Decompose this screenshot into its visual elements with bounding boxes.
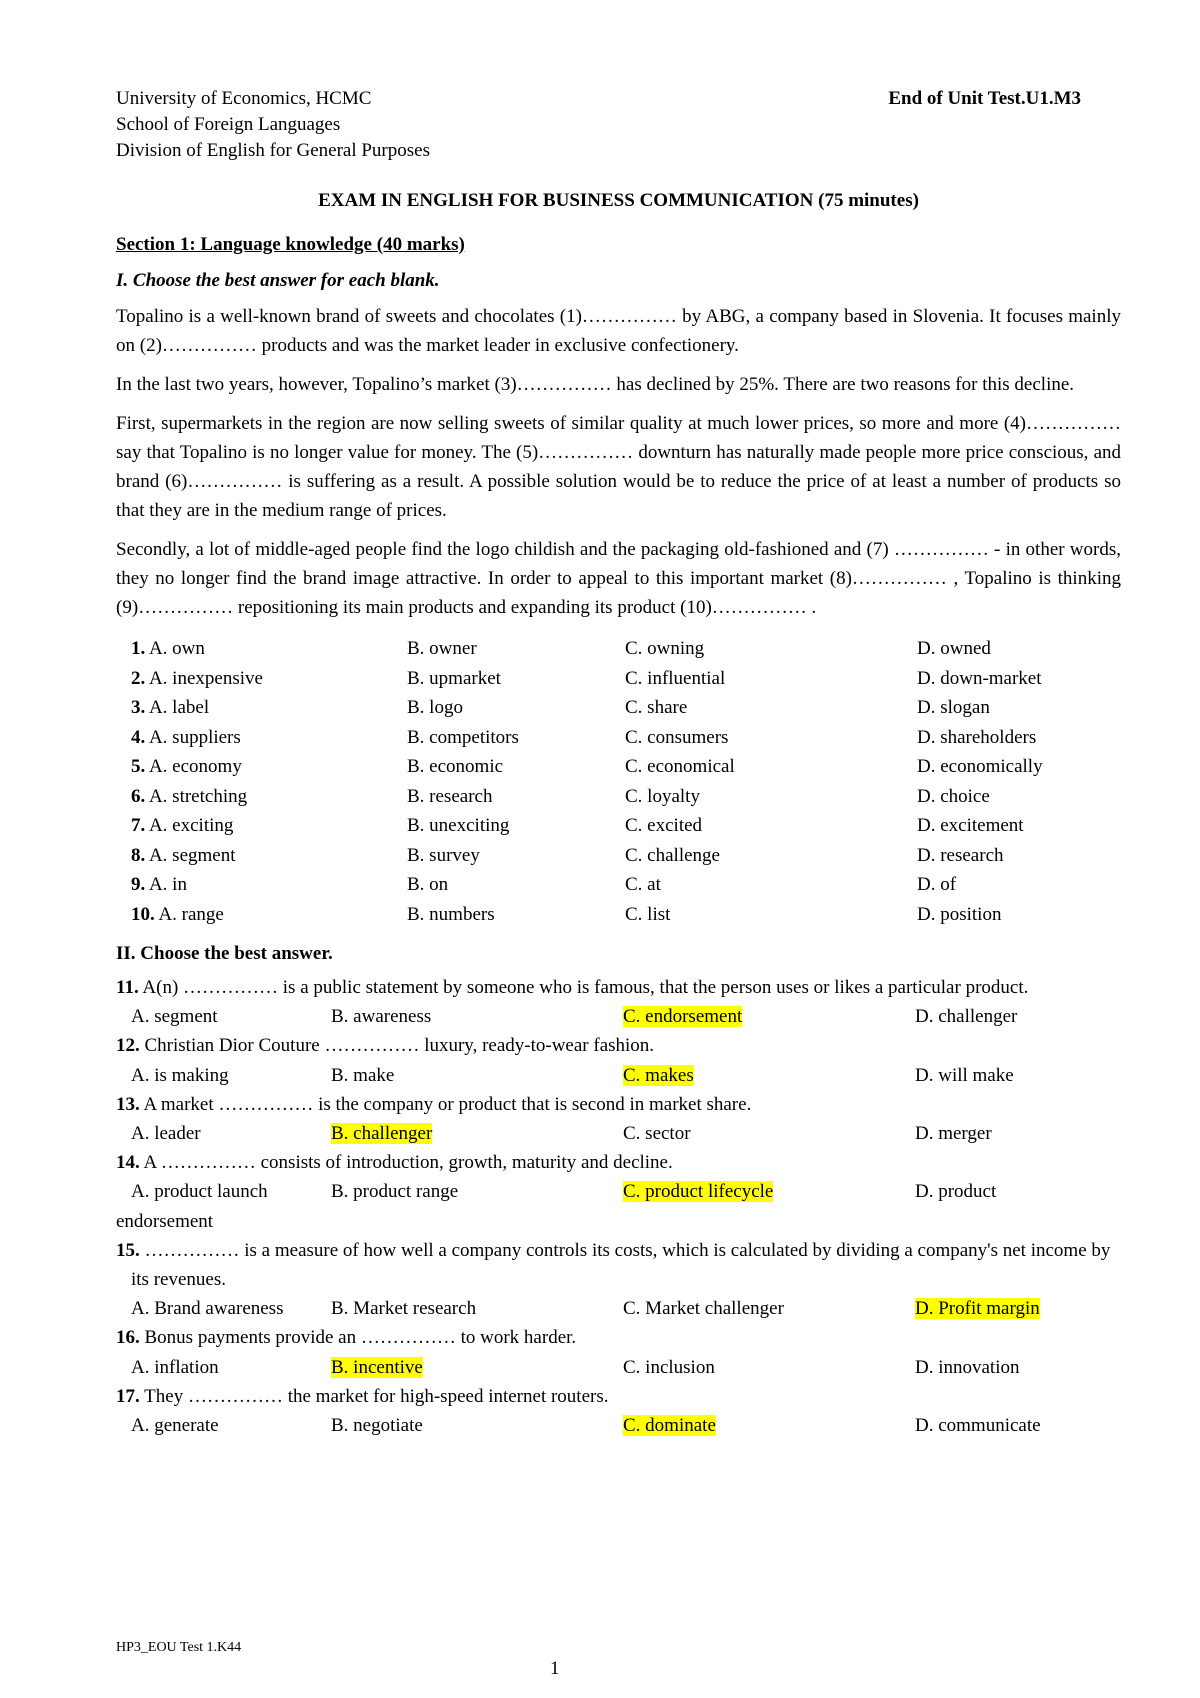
question-number: 13.: [116, 1093, 140, 1115]
question-number: 14.: [116, 1152, 140, 1174]
passage-paragraph: In the last two years, however, Topalino’s market (3)…………… has declined by 25%. There are two reasons for this decline.: [116, 374, 1075, 395]
option-c: C. economical: [625, 756, 735, 777]
option-a-text: A. segment: [148, 844, 236, 866]
option-c: [623, 1119, 915, 1148]
option-c-text: C. endorsement: [623, 1006, 743, 1028]
exam-title: EXAM IN ENGLISH FOR BUSINESS COMMUNICATION (75 minutes): [318, 190, 919, 211]
option-d: D. economically: [917, 756, 1043, 777]
option-d-text: D. challenger: [915, 1006, 1018, 1028]
option-b-text: B. Market research: [331, 1298, 477, 1320]
option-c: C. challenge: [625, 844, 720, 866]
option-d: D. owned: [917, 638, 991, 659]
option-c: [623, 1061, 915, 1090]
option-b: B. owner: [407, 638, 477, 659]
option-a-text: A. segment: [131, 1006, 218, 1028]
option-b: [331, 1119, 623, 1148]
option-b-text: B. awareness: [331, 1006, 432, 1028]
option-c: [623, 1177, 915, 1206]
answer-options: [116, 1119, 1121, 1148]
option-c: C. owning: [625, 638, 705, 659]
option-d: D. of: [917, 874, 957, 895]
option-a: [131, 664, 407, 694]
option-a: [131, 870, 407, 900]
question-text: A(n) …………… is a public statement by someone who is famous, that the person uses or likes a particular product.: [142, 977, 1029, 998]
question-list-part2: [116, 973, 1121, 1440]
option-d-text: D. innovation: [915, 1356, 1020, 1378]
question-number: 7.: [131, 815, 146, 836]
option-d: D. down-market: [917, 667, 1042, 689]
option-b: B. upmarket: [407, 667, 501, 689]
option-c: [623, 1353, 915, 1382]
option-c-text: C. inclusion: [623, 1356, 715, 1378]
answer-options: [116, 1177, 1121, 1206]
option-a-text: A. economy: [148, 756, 242, 777]
question-row: [116, 664, 1121, 694]
question-list-part1: [116, 634, 1121, 929]
question-row: [116, 900, 1121, 930]
option-a-text: A. own: [148, 638, 205, 659]
option-a-text: A. in: [148, 874, 187, 895]
option-c: C. at: [625, 874, 661, 895]
option-a: [131, 1119, 331, 1148]
option-d: D. excitement: [917, 815, 1024, 836]
option-a: [131, 1411, 331, 1440]
option-d-text: D. product: [915, 1181, 997, 1203]
option-c: C. share: [625, 697, 688, 718]
question-number: 10.: [131, 903, 155, 925]
answer-options: [116, 1061, 1121, 1090]
question-row: [116, 723, 1121, 753]
option-a: [131, 782, 407, 812]
exam-page: [116, 86, 1121, 1440]
option-a: [131, 1177, 331, 1206]
option-a: [131, 1061, 331, 1090]
option-b: [331, 1294, 623, 1323]
option-d-text: D. communicate: [915, 1415, 1041, 1437]
option-c: C. excited: [625, 815, 703, 836]
question-row: [116, 811, 1121, 841]
part2-title: II. Choose the best answer.: [116, 943, 333, 964]
option-c-text: C. product lifecycle: [623, 1181, 774, 1203]
option-c: [623, 1411, 915, 1440]
option-b: B. logo: [407, 697, 463, 718]
option-b: [331, 1411, 623, 1440]
option-c-text: C. makes: [623, 1064, 694, 1086]
passage-paragraph: Secondly, a lot of middle-aged people find the logo childish and the packaging old-fashioned and (7) …………… - in other words, they no longer find the brand image attractive. In order to appeal to this important market (8)…………… , Topalino is thinking (9)…………… repositioning its main products and expanding its product (10)…………… .: [116, 539, 1121, 618]
footer-code: HP3_EOU Test 1.K44: [116, 1640, 242, 1655]
option-b: B. economic: [407, 756, 504, 777]
option-b-text: B. incentive: [331, 1356, 423, 1378]
option-b: [331, 1353, 623, 1382]
answer-options: [116, 1002, 1121, 1031]
option-a: [131, 841, 407, 871]
question-stem: [116, 1090, 1121, 1119]
option-b: B. unexciting: [407, 815, 510, 836]
option-a: [131, 634, 407, 664]
question-number: 5.: [131, 756, 146, 777]
option-d-continuation: endorsement: [116, 1210, 214, 1232]
option-d-text: D. Profit margin: [915, 1298, 1040, 1320]
question-number: 8.: [131, 844, 146, 866]
option-a-text: A. label: [148, 697, 210, 718]
option-a-text: A. stretching: [148, 785, 248, 807]
option-a: [131, 752, 407, 782]
option-b: B. research: [407, 785, 493, 807]
question-number: 2.: [131, 667, 146, 689]
answer-options: [116, 1411, 1121, 1440]
option-d-text: D. will make: [915, 1064, 1014, 1086]
passage-paragraph: Topalino is a well-known brand of sweets and chocolates (1)…………… by ABG, a company based in Slovenia. It focuses mainly on (2)…………… products and was the market leader in exclusive confectionery.: [116, 306, 1121, 356]
option-b-text: B. make: [331, 1064, 395, 1086]
option-a-text: A. suppliers: [148, 726, 241, 748]
page-number: 1: [550, 1658, 560, 1679]
option-a: [131, 723, 407, 753]
option-b: [331, 1177, 623, 1206]
option-a: [131, 1002, 331, 1031]
question-row: [116, 782, 1121, 812]
question-number: 4.: [131, 726, 146, 748]
question-stem: [116, 1382, 1121, 1411]
option-d: [915, 1002, 1115, 1031]
option-a-text: A. inexpensive: [148, 667, 263, 689]
document-header: [116, 86, 1121, 164]
question-stem: [116, 1236, 1121, 1294]
question-number: 6.: [131, 785, 146, 807]
passage-paragraph: First, supermarkets in the region are now selling sweets of similar quality at much lower prices, so more and more (4)…………… say that Topalino is no longer value for money. The (5)…………… downturn has naturally made people more price conscious, and brand (6)…………… is suffering as a result. A possible solution would be to reduce the price of at least a number of products so that they are in the medium range of prices.: [116, 413, 1121, 521]
question-number: 16.: [116, 1327, 140, 1349]
option-d: D. research: [917, 844, 1004, 866]
question-number: 15.: [116, 1239, 140, 1261]
reading-passage: [116, 302, 1121, 622]
question-row: [116, 841, 1121, 871]
option-b: B. on: [407, 874, 449, 895]
option-c: [623, 1294, 915, 1323]
option-d: D. choice: [917, 785, 990, 807]
section1-title: Section 1: Language knowledge (40 marks): [116, 234, 465, 255]
question-stem: [116, 973, 1121, 1002]
question-stem: [116, 1031, 1121, 1060]
option-b: B. numbers: [407, 903, 495, 925]
question-number: 3.: [131, 697, 146, 718]
option-a: [131, 900, 407, 930]
question-text: …………… is a measure of how well a company controls its costs, which is calculated by dividing a company's net income by its revenues.: [131, 1239, 1111, 1291]
question-row: [116, 693, 1121, 723]
question-row: [116, 752, 1121, 782]
part1-title: I. Choose the best answer for each blank.: [116, 270, 440, 291]
option-d: D. slogan: [917, 697, 990, 718]
institution-name: University of Economics, HCMC: [116, 88, 372, 109]
option-b: B. survey: [407, 844, 480, 866]
option-a-text: A. Brand awareness: [131, 1298, 284, 1320]
option-a-text: A. exciting: [148, 815, 234, 836]
option-b-text: B. product range: [331, 1181, 459, 1203]
option-a-text: A. product launch: [131, 1181, 268, 1203]
question-number: 11.: [116, 977, 139, 998]
option-d-text: D. merger: [915, 1123, 992, 1145]
question-number: 17.: [116, 1385, 140, 1407]
option-d: [915, 1411, 1115, 1440]
question-number: 12.: [116, 1035, 140, 1057]
question-number: 9.: [131, 874, 146, 895]
option-b: [331, 1002, 623, 1031]
option-c: C. list: [625, 903, 671, 925]
answer-options: [116, 1294, 1121, 1323]
question-stem: [116, 1323, 1121, 1352]
option-b: [331, 1061, 623, 1090]
option-d: [915, 1294, 1115, 1323]
question-row: [116, 634, 1121, 664]
option-d: [915, 1119, 1115, 1148]
question-text: A market …………… is the company or product that is second in market share.: [143, 1093, 752, 1115]
option-a: [131, 693, 407, 723]
option-a: [131, 811, 407, 841]
option-a-text: A. range: [158, 903, 224, 925]
option-c: C. consumers: [625, 726, 729, 748]
question-number: 1.: [131, 638, 146, 659]
option-c-text: C. sector: [623, 1123, 691, 1145]
option-c-text: C. dominate: [623, 1415, 716, 1437]
question-text: They …………… the market for high-speed internet routers.: [144, 1385, 609, 1407]
option-a: [131, 1353, 331, 1382]
option-d: [915, 1061, 1115, 1090]
option-c: C. loyalty: [625, 785, 700, 807]
option-d: D. position: [917, 903, 1002, 925]
option-c-text: C. Market challenger: [623, 1298, 784, 1320]
option-b-text: B. negotiate: [331, 1415, 423, 1437]
option-c: [623, 1002, 915, 1031]
division-name: Division of English for General Purposes: [116, 140, 430, 161]
question-stem: [116, 1148, 1121, 1177]
option-d: [915, 1353, 1115, 1382]
option-c: C. influential: [625, 667, 726, 689]
option-a-text: A. leader: [131, 1123, 201, 1145]
option-d: [915, 1177, 1115, 1206]
question-text: A …………… consists of introduction, growth, maturity and decline.: [143, 1152, 673, 1174]
school-name: School of Foreign Languages: [116, 114, 341, 135]
answer-options: [116, 1353, 1121, 1382]
option-b: B. competitors: [407, 726, 519, 748]
question-text: Bonus payments provide an …………… to work harder.: [144, 1327, 577, 1349]
option-a: [131, 1294, 331, 1323]
option-a-text: A. inflation: [131, 1356, 219, 1378]
option-b-text: B. challenger: [331, 1123, 433, 1145]
question-text: Christian Dior Couture …………… luxury, ready-to-wear fashion.: [144, 1035, 655, 1057]
option-a-text: A. is making: [131, 1064, 229, 1086]
option-a-text: A. generate: [131, 1415, 219, 1437]
option-d: D. shareholders: [917, 726, 1037, 748]
question-row: [116, 870, 1121, 900]
test-name: End of Unit Test.U1.M3: [888, 88, 1081, 109]
